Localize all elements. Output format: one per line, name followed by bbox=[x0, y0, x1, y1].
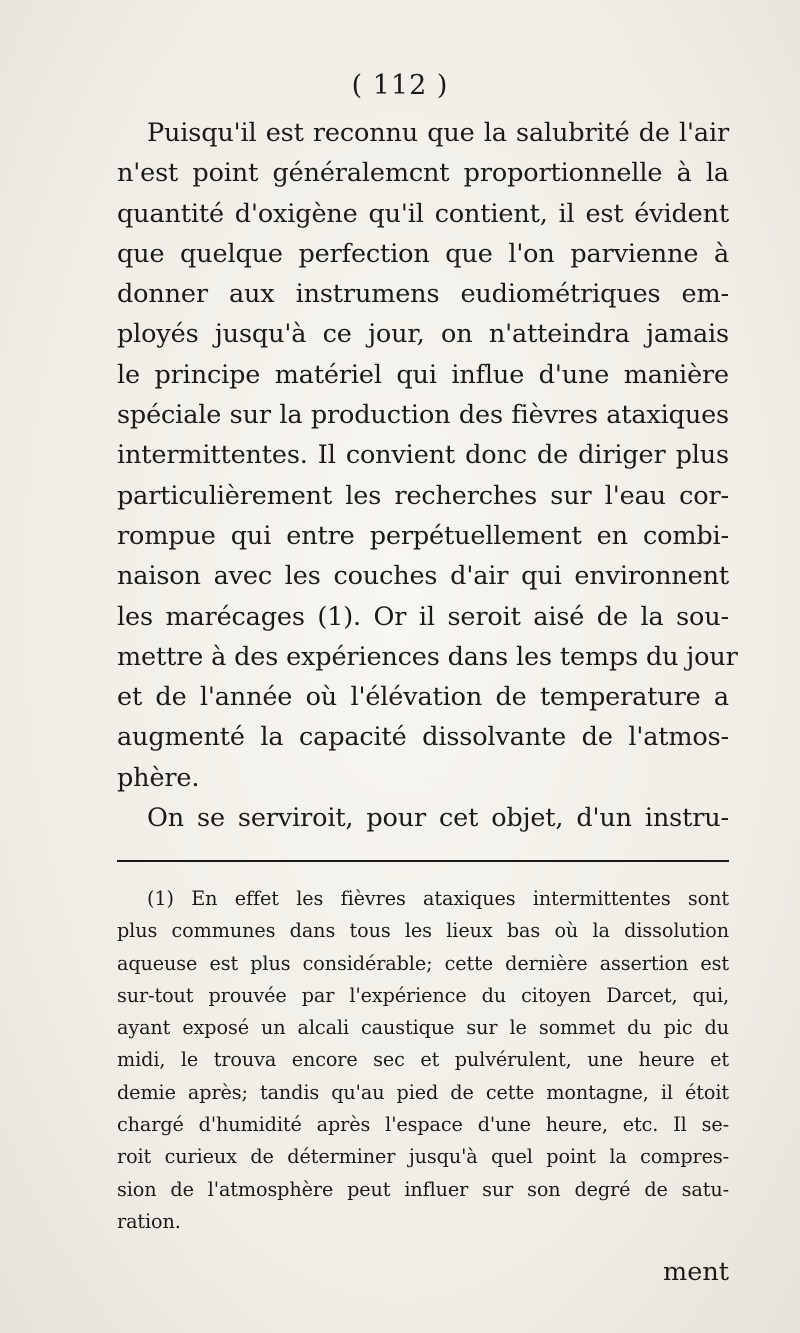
footnote-line: chargé d'humidité après l'espace d'une heure, etc. Il se- bbox=[117, 1113, 729, 1137]
text-line: On se serviroit, pour cet objet, d'un instru- bbox=[147, 803, 729, 834]
footnote-line: sur-tout prouvée par l'expérience du citoyen Darcet, qui, bbox=[117, 983, 729, 1007]
footnote-line: aqueuse est plus considérable; cette dernière assertion est bbox=[117, 951, 729, 975]
footnote bbox=[117, 883, 729, 1238]
footnote-line: plus communes dans tous les lieux bas où la dissolution bbox=[117, 919, 729, 943]
text-line: que quelque perfection que l'on parvienne à bbox=[117, 238, 729, 269]
catchword: ment bbox=[663, 1257, 729, 1287]
text-line: mettre à des expériences dans les temps du jour bbox=[117, 641, 738, 672]
text-line: naison avec les couches d'air qui environnent bbox=[117, 561, 729, 592]
text-line: rompue qui entre perpétuellement en combi- bbox=[117, 520, 729, 551]
text-line: augmenté la capacité dissolvante de l'atmos- bbox=[117, 722, 729, 753]
text-line: le principe matériel qui influe d'une manière bbox=[117, 359, 729, 390]
text-line: intermittentes. Il convient donc de diriger plus bbox=[117, 440, 729, 471]
text-line: ployés jusqu'à ce jour, on n'atteindra jamais bbox=[117, 319, 729, 350]
text-line: et de l'année où l'élévation de temperature a bbox=[117, 682, 729, 713]
footnote-line: midi, le trouva encore sec et pulvérulent, une heure et bbox=[117, 1048, 729, 1072]
text-line: phère. bbox=[117, 762, 200, 793]
text-line: donner aux instrumens eudiométriques em- bbox=[117, 279, 729, 310]
footnote-line: ayant exposé un alcali caustique sur le sommet du pic du bbox=[117, 1016, 729, 1040]
page-number: ( 112 ) bbox=[351, 70, 449, 101]
footnote-line: roit curieux de déterminer jusqu'à quel point la compres- bbox=[117, 1145, 729, 1169]
footnote-line: sion de l'atmosphère peut influer sur son degré de satu- bbox=[117, 1177, 729, 1201]
footnote-line: (1) En effet les fièvres ataxiques intermittentes sont bbox=[147, 887, 729, 910]
text-line: particulièrement les recherches sur l'eau cor- bbox=[117, 480, 729, 511]
footnote-line: ration. bbox=[117, 1209, 181, 1233]
footnote-line: demie après; tandis qu'au pied de cette montagne, il étoit bbox=[117, 1080, 729, 1104]
text-line: quantité d'oxigène qu'il contient, il est évident bbox=[117, 198, 729, 229]
text-line: n'est point généralemcnt proportionnelle à la bbox=[117, 158, 729, 189]
footnote-separator bbox=[117, 860, 729, 862]
main-text bbox=[117, 113, 738, 838]
text-line: les marécages (1). Or il seroit aisé de la sou- bbox=[117, 601, 729, 632]
text-line: spéciale sur la production des fièvres ataxiques bbox=[117, 400, 729, 431]
text-line: Puisqu'il est reconnu que la salubrité de l'air bbox=[147, 118, 729, 148]
